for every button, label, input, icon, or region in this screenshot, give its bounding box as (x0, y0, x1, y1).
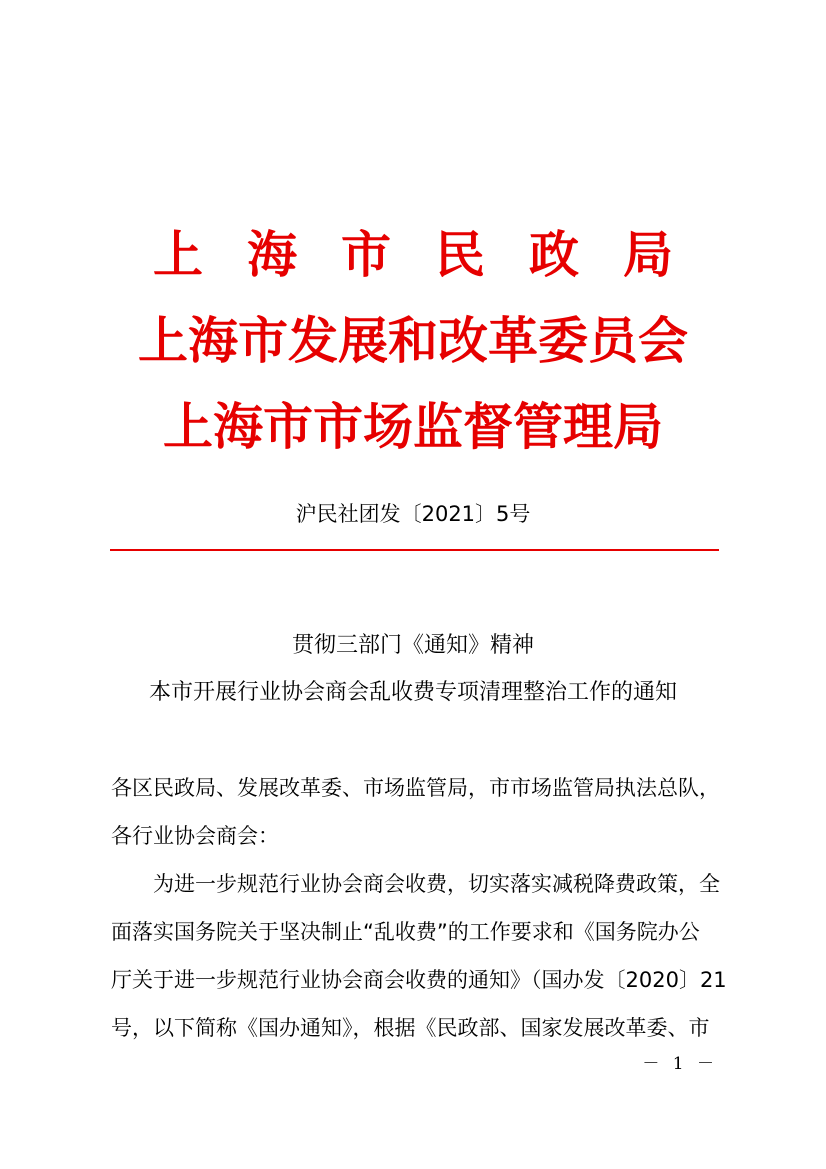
page-number: － 1 － (642, 1054, 718, 1074)
issuing-authorities (0, 212, 826, 470)
issuer-civil-affairs: 上海市民政局 (153, 225, 717, 284)
issuer-market-regulation: 上海市市场监督管理局 (163, 397, 663, 456)
paragraph-line-3: 厅关于进一步规范行业协会商会收费的通知》（国办发〔2020〕21 (111, 968, 727, 992)
paragraph-line-4: 号，以下简称《国办通知》，根据《民政部、国家发展改革委、市 (111, 1016, 710, 1040)
red-divider (110, 549, 719, 551)
paragraph-line-1: 为进一步规范行业协会商会收费，切实落实减税降费政策，全 (153, 872, 720, 896)
addressee-line-1: 各区民政局、发展改革委、市场监管局，市市场监管局执法总队， (111, 776, 720, 800)
addressee-line-2: 各行业协会商会： (111, 824, 279, 848)
document-number: 沪民社团发〔2021〕5号 (295, 502, 531, 526)
title-line-2: 本市开展行业协会商会乱收费专项清理整治工作的通知 (148, 680, 677, 705)
paragraph-line-2: 面落实国务院关于坚决制止“乱收费”的工作要求和《国务院办公 (111, 920, 700, 944)
title-line-1: 贯彻三部门《通知》精神 (291, 633, 534, 658)
issuer-development-reform: 上海市发展和改革委员会 (138, 311, 688, 370)
